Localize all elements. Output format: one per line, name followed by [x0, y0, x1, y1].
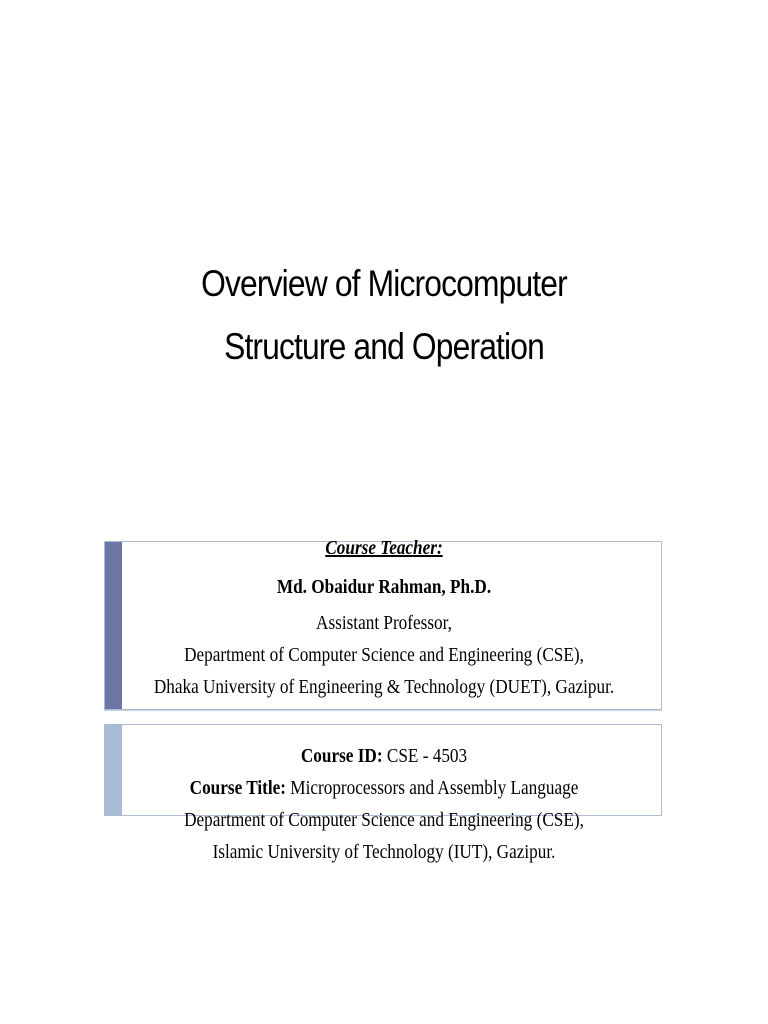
course-id-line — [54, 740, 714, 772]
teacher-university: Dhaka University of Engineering & Technology (DUET), Gazipur. — [153, 676, 615, 698]
course-title-value: Microprocessors and Assembly Language — [290, 777, 579, 799]
course-title-line — [54, 772, 714, 804]
teacher-name: Md. Obaidur Rahman, Ph.D. — [276, 576, 492, 598]
teacher-position: Assistant Professor, — [316, 612, 452, 634]
title-line-1: Overview of Microcomputer — [201, 263, 567, 304]
course-title-label: Course Title: — [189, 777, 287, 799]
course-university: Islamic University of Technology (IUT), Gazipur. — [212, 841, 556, 863]
course-id-value: CSE - 4503 — [386, 745, 468, 767]
course-info — [0, 740, 768, 868]
course-department: Department of Computer Science and Engineering (CSE), — [184, 809, 584, 831]
teacher-heading: Course Teacher: — [325, 537, 443, 559]
title-line-2: Structure and Operation — [224, 326, 544, 367]
course-id-label: Course ID: — [300, 745, 383, 767]
teacher-department: Department of Computer Science and Engineering (CSE), — [184, 644, 584, 666]
teacher-info — [0, 531, 768, 703]
slide-title — [54, 252, 714, 378]
